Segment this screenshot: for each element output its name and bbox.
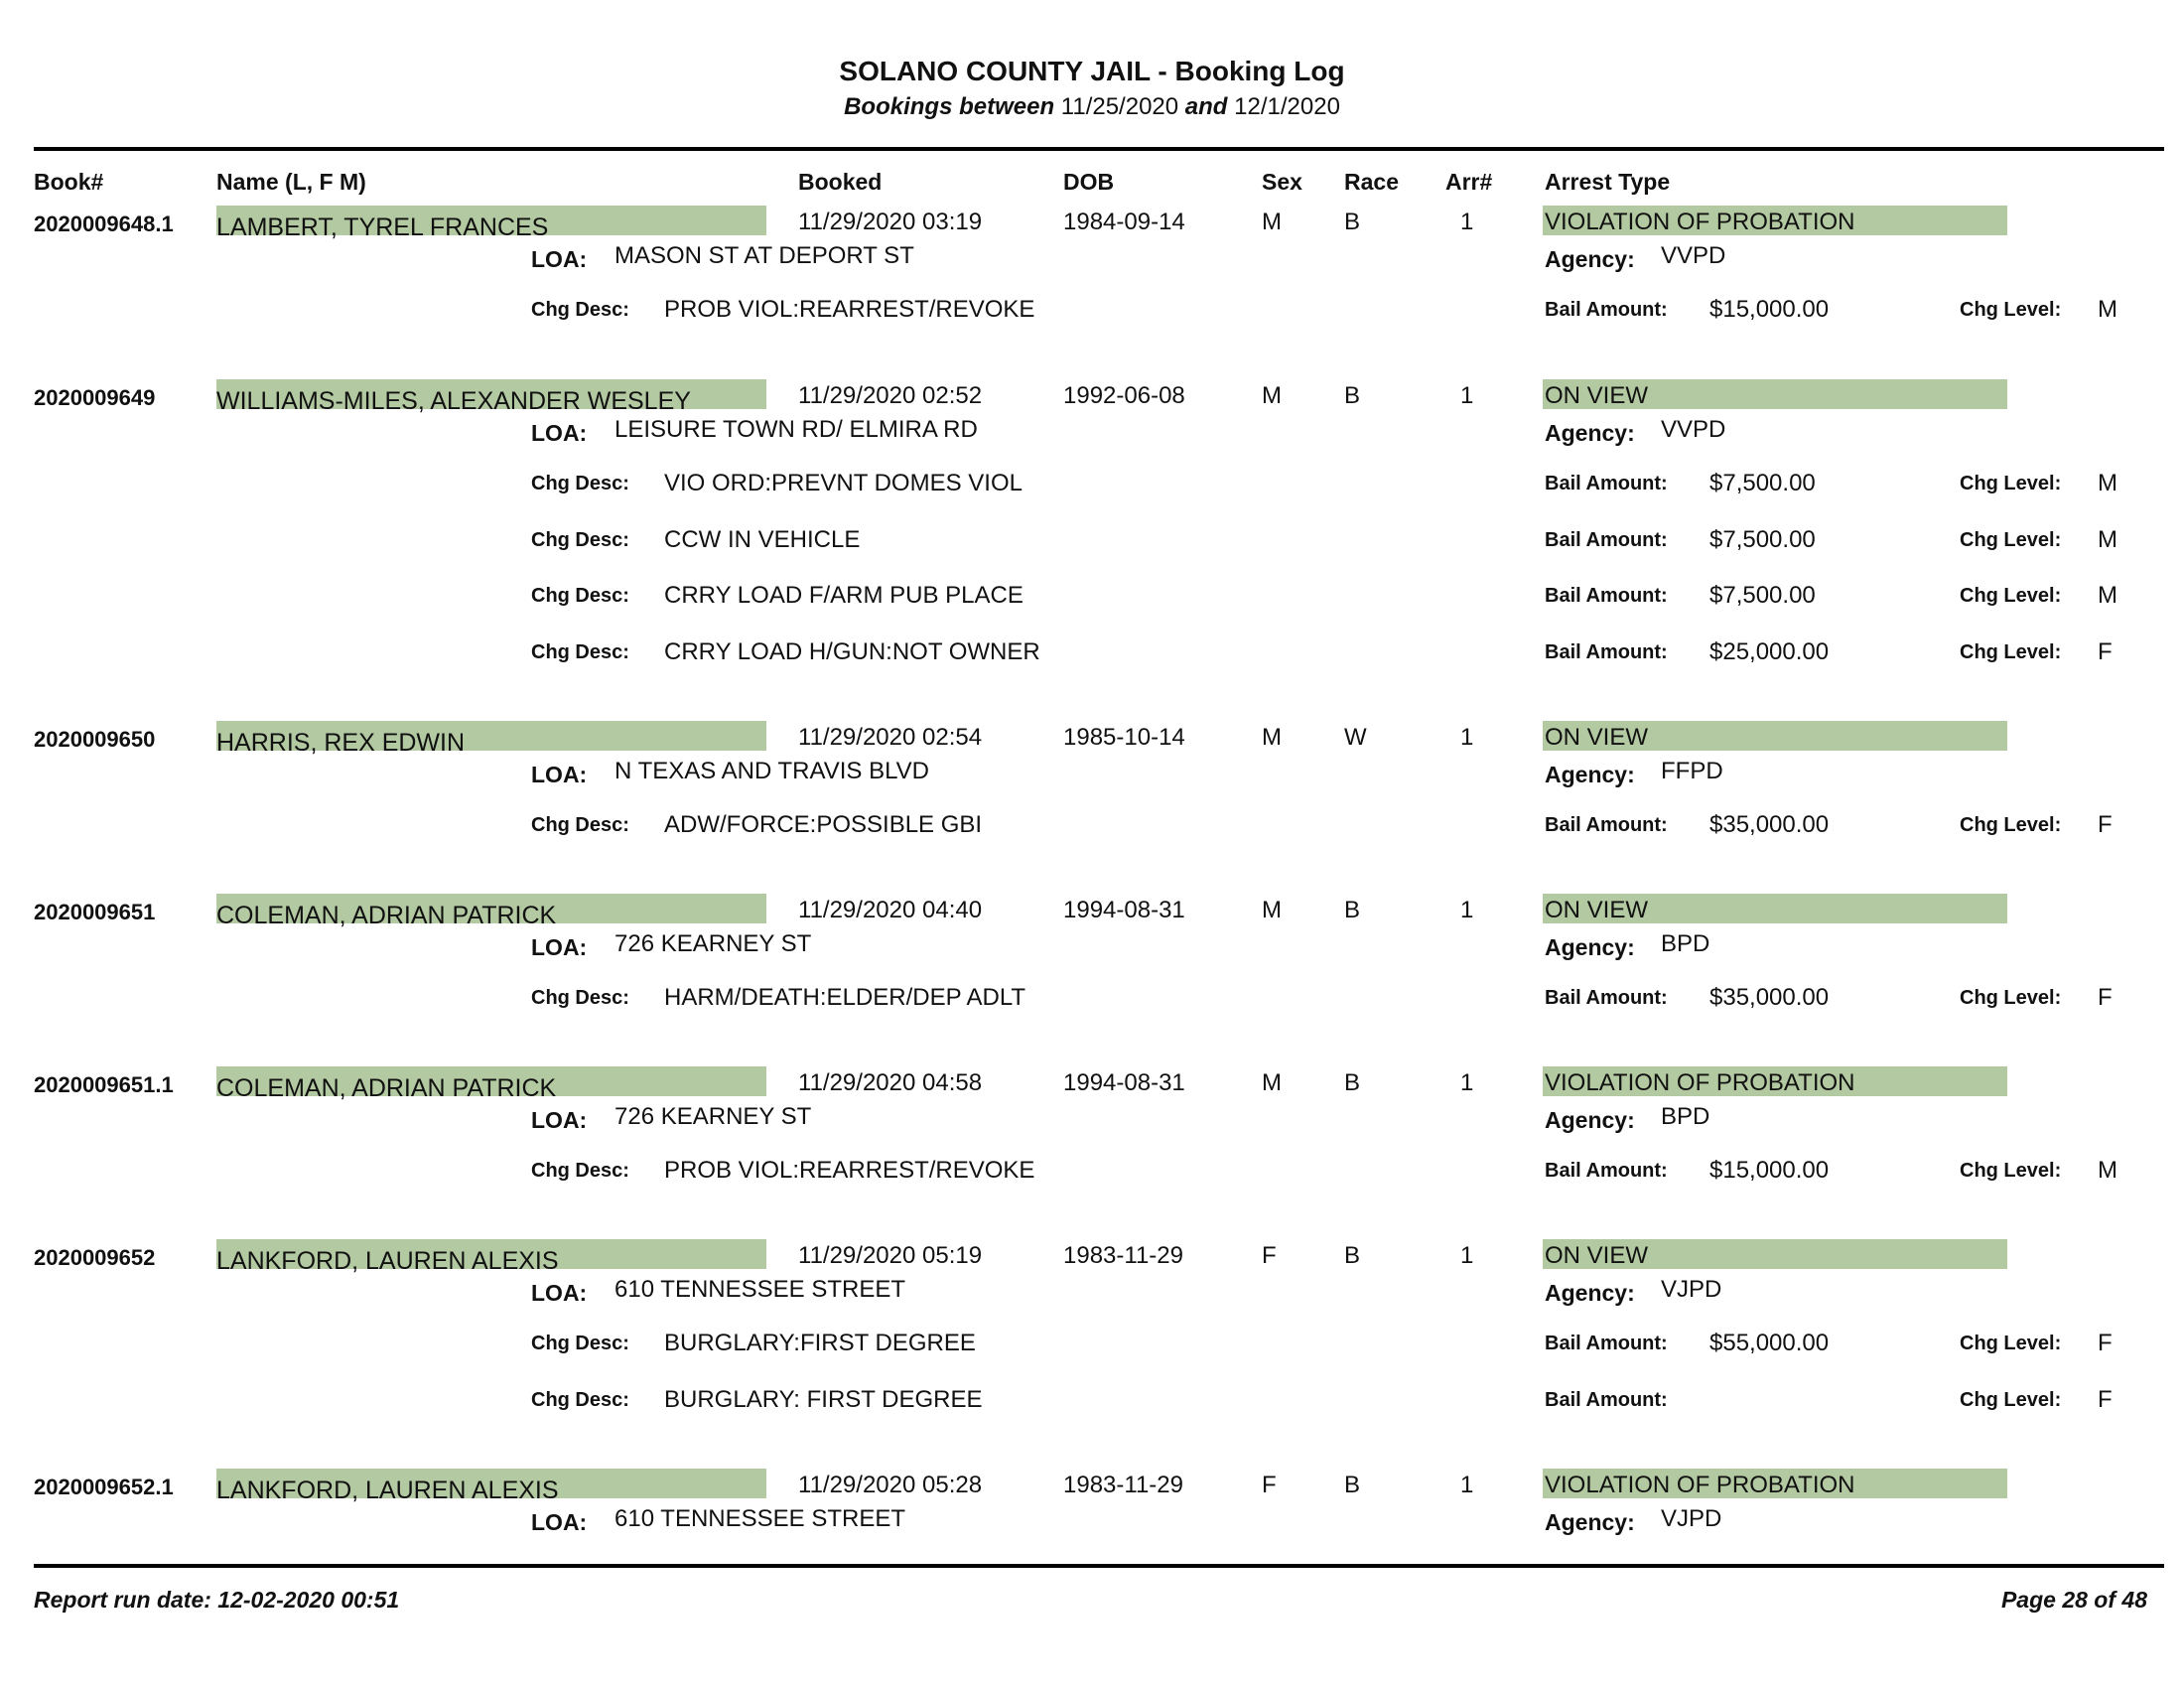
col-book: Book#	[34, 169, 104, 195]
sex: M	[1262, 1069, 1282, 1096]
date-of-birth: 1994-08-31	[1063, 897, 1185, 923]
agency-label: Agency:	[1545, 934, 1635, 960]
arrest-count: 1	[1460, 1242, 1474, 1269]
charge-level: F	[2098, 811, 2113, 838]
col-name: Name (L, F M)	[216, 169, 366, 195]
bail-amount: $7,500.00	[1709, 582, 1816, 609]
booked-datetime: 11/29/2020 04:58	[798, 1069, 983, 1096]
charge-description: ADW/FORCE:POSSIBLE GBI	[664, 811, 983, 838]
arrest-type: ON VIEW	[1545, 724, 1649, 751]
charge-row	[0, 1157, 2184, 1184]
loa-label: LOA:	[531, 1107, 588, 1133]
charge-level: M	[2098, 1157, 2117, 1184]
bail-amount: $35,000.00	[1709, 984, 1830, 1011]
inmate-name: LANKFORD, LAUREN ALEXIS	[216, 1247, 559, 1275]
agency-label: Agency:	[1545, 1280, 1635, 1306]
sex: F	[1262, 1242, 1277, 1269]
booked-datetime: 11/29/2020 02:54	[798, 724, 983, 751]
col-arr: Arr#	[1445, 169, 1493, 195]
booking-record	[0, 1242, 2184, 1413]
inmate-name: COLEMAN, ADRIAN PATRICK	[216, 1074, 557, 1102]
charge-description: VIO ORD:PREVNT DOMES VIOL	[664, 470, 1023, 496]
agency-label: Agency:	[1545, 420, 1635, 446]
arrest-count: 1	[1460, 897, 1474, 923]
charge-description: PROB VIOL:REARREST/REVOKE	[664, 1157, 1035, 1184]
sex: M	[1262, 724, 1282, 751]
bail-amount-label: Bail Amount:	[1545, 1388, 1668, 1411]
date-of-birth: 1994-08-31	[1063, 1069, 1185, 1096]
inmate-name: LANKFORD, LAUREN ALEXIS	[216, 1477, 559, 1504]
loa-label: LOA:	[531, 246, 588, 272]
loa-label: LOA:	[531, 1509, 588, 1535]
subtitle-prefix: Bookings between	[844, 93, 1055, 120]
race: B	[1344, 1472, 1361, 1498]
date-of-birth: 1992-06-08	[1063, 382, 1185, 409]
col-arrest-type: Arrest Type	[1545, 169, 1671, 195]
race: B	[1344, 1069, 1361, 1096]
chg-level-label: Chg Level:	[1960, 1160, 2062, 1182]
sex: M	[1262, 382, 1282, 409]
book-number: 2020009651.1	[34, 1072, 174, 1097]
bail-amount: $25,000.00	[1709, 637, 1830, 665]
race: B	[1344, 1242, 1361, 1269]
charge-row	[0, 984, 2184, 1011]
date-from: 11/25/2020	[1060, 93, 1179, 120]
location-of-arrest: 610 TENNESSEE STREET	[614, 1505, 905, 1532]
col-race: Race	[1344, 169, 1399, 195]
charge-row	[0, 637, 2184, 665]
charge-row	[0, 296, 2184, 323]
chg-desc-label: Chg Desc:	[531, 987, 629, 1009]
charge-row	[0, 525, 2184, 553]
arrest-type: VIOLATION OF PROBATION	[1545, 1472, 1855, 1498]
charge-description: HARM/DEATH:ELDER/DEP ADLT	[664, 984, 1026, 1011]
charge-description: CRRY LOAD H/GUN:NOT OWNER	[664, 637, 1040, 665]
chg-desc-label: Chg Desc:	[531, 640, 629, 663]
report-run-date: Report run date: 12-02-2020 00:51	[34, 1587, 400, 1613]
book-number: 2020009649	[34, 385, 156, 410]
race: B	[1344, 382, 1361, 409]
location-of-arrest: 726 KEARNEY ST	[614, 1103, 812, 1130]
sex: M	[1262, 209, 1282, 235]
chg-desc-label: Chg Desc:	[531, 528, 629, 551]
bail-amount-label: Bail Amount:	[1545, 528, 1668, 551]
bail-amount: $15,000.00	[1709, 1157, 1830, 1184]
header-rule	[34, 147, 2164, 151]
footer-rule	[34, 1564, 2164, 1568]
location-of-arrest: MASON ST AT DEPORT ST	[614, 242, 914, 269]
race: B	[1344, 897, 1361, 923]
loa-label: LOA:	[531, 934, 588, 960]
book-number: 2020009652.1	[34, 1475, 174, 1499]
booking-record	[0, 1472, 2184, 1535]
arrest-count: 1	[1460, 209, 1474, 235]
agency: FFPD	[1661, 758, 1723, 784]
booked-datetime: 11/29/2020 04:40	[798, 897, 983, 923]
chg-level-label: Chg Level:	[1960, 1388, 2062, 1411]
bail-amount-label: Bail Amount:	[1545, 987, 1668, 1009]
subtitle-and: and	[1184, 93, 1228, 120]
arrest-type: VIOLATION OF PROBATION	[1545, 209, 1855, 235]
charge-description: BURGLARY: FIRST DEGREE	[664, 1385, 983, 1413]
charge-level: F	[2098, 1385, 2113, 1413]
inmate-name: WILLIAMS-MILES, ALEXANDER WESLEY	[216, 387, 691, 415]
booked-datetime: 11/29/2020 03:19	[798, 209, 983, 235]
booking-record	[0, 382, 2184, 665]
chg-desc-label: Chg Desc:	[531, 1388, 629, 1411]
col-booked: Booked	[798, 169, 883, 195]
bail-amount-label: Bail Amount:	[1545, 585, 1668, 607]
arrest-count: 1	[1460, 1069, 1474, 1096]
bail-amount-label: Bail Amount:	[1545, 299, 1668, 321]
charge-row	[0, 1385, 2184, 1413]
col-sex: Sex	[1262, 169, 1302, 195]
date-of-birth: 1985-10-14	[1063, 724, 1185, 751]
bail-amount-label: Bail Amount:	[1545, 1333, 1668, 1354]
loa-label: LOA:	[531, 762, 588, 787]
chg-desc-label: Chg Desc:	[531, 1333, 629, 1354]
sex: M	[1262, 897, 1282, 923]
charge-description: BURGLARY:FIRST DEGREE	[664, 1330, 976, 1356]
page-number: Page 28 of 48	[2000, 1587, 2147, 1613]
inmate-name: HARRIS, REX EDWIN	[216, 729, 466, 757]
sex: F	[1262, 1472, 1277, 1498]
agency: VJPD	[1661, 1276, 1722, 1303]
book-number: 2020009648.1	[34, 211, 174, 236]
agency: VVPD	[1661, 416, 1726, 443]
booking-record	[0, 209, 2184, 323]
book-number: 2020009650	[34, 727, 156, 752]
inmate-name: COLEMAN, ADRIAN PATRICK	[216, 902, 557, 929]
charge-description: CRRY LOAD F/ARM PUB PLACE	[664, 582, 1024, 609]
booking-record	[0, 724, 2184, 838]
bail-amount-label: Bail Amount:	[1545, 814, 1668, 836]
chg-desc-label: Chg Desc:	[531, 585, 629, 607]
agency: BPD	[1661, 930, 1710, 957]
date-of-birth: 1983-11-29	[1063, 1242, 1183, 1269]
bail-amount: $15,000.00	[1709, 296, 1830, 323]
charge-row	[0, 582, 2184, 609]
charge-level: M	[2098, 296, 2117, 323]
charge-level: F	[2098, 637, 2113, 665]
agency-label: Agency:	[1545, 1107, 1635, 1133]
agency: VJPD	[1661, 1505, 1722, 1532]
charge-level: F	[2098, 984, 2113, 1011]
charge-level: M	[2098, 470, 2117, 496]
booking-record	[0, 1069, 2184, 1184]
race: W	[1344, 724, 1367, 751]
arrest-type: ON VIEW	[1545, 382, 1649, 409]
book-number: 2020009651	[34, 900, 156, 924]
agency-label: Agency:	[1545, 246, 1635, 272]
arrest-count: 1	[1460, 1472, 1474, 1498]
bail-amount-label: Bail Amount:	[1545, 473, 1668, 494]
chg-level-label: Chg Level:	[1960, 814, 2062, 836]
charge-row	[0, 470, 2184, 496]
booked-datetime: 11/29/2020 05:19	[798, 1242, 983, 1269]
location-of-arrest: N TEXAS AND TRAVIS BLVD	[614, 758, 929, 784]
charge-row	[0, 811, 2184, 838]
book-number: 2020009652	[34, 1245, 156, 1270]
bail-amount-label: Bail Amount:	[1545, 1160, 1668, 1182]
location-of-arrest: 610 TENNESSEE STREET	[614, 1276, 905, 1303]
chg-level-label: Chg Level:	[1960, 1333, 2062, 1354]
col-dob: DOB	[1063, 169, 1115, 195]
bail-amount: $35,000.00	[1709, 811, 1830, 838]
chg-desc-label: Chg Desc:	[531, 299, 629, 321]
date-of-birth: 1984-09-14	[1063, 209, 1185, 235]
agency-label: Agency:	[1545, 762, 1635, 787]
arrest-count: 1	[1460, 724, 1474, 751]
chg-level-label: Chg Level:	[1960, 987, 2062, 1009]
arrest-count: 1	[1460, 382, 1474, 409]
booked-datetime: 11/29/2020 02:52	[798, 382, 983, 409]
race: B	[1344, 209, 1361, 235]
bail-amount-label: Bail Amount:	[1545, 640, 1668, 663]
location-of-arrest: 726 KEARNEY ST	[614, 930, 812, 957]
charge-row	[0, 1330, 2184, 1356]
charge-description: PROB VIOL:REARREST/REVOKE	[664, 296, 1035, 323]
agency-label: Agency:	[1545, 1509, 1635, 1535]
chg-level-label: Chg Level:	[1960, 299, 2062, 321]
chg-level-label: Chg Level:	[1960, 473, 2062, 494]
arrest-type: VIOLATION OF PROBATION	[1545, 1069, 1855, 1096]
bail-amount: $7,500.00	[1709, 525, 1816, 553]
inmate-name: LAMBERT, TYREL FRANCES	[216, 213, 549, 241]
booked-datetime: 11/29/2020 05:28	[798, 1472, 983, 1498]
chg-level-label: Chg Level:	[1960, 585, 2062, 607]
agency: VVPD	[1661, 242, 1726, 269]
charge-level: M	[2098, 525, 2117, 553]
chg-desc-label: Chg Desc:	[531, 1160, 629, 1182]
charge-level: M	[2098, 582, 2117, 609]
charge-description: CCW IN VEHICLE	[664, 525, 861, 553]
loa-label: LOA:	[531, 420, 588, 446]
report-title: SOLANO COUNTY JAIL - Booking Log	[839, 56, 1345, 86]
report-subtitle	[0, 93, 2184, 121]
chg-level-label: Chg Level:	[1960, 640, 2062, 663]
bail-amount: $7,500.00	[1709, 470, 1816, 496]
date-of-birth: 1983-11-29	[1063, 1472, 1183, 1498]
chg-desc-label: Chg Desc:	[531, 814, 629, 836]
arrest-type: ON VIEW	[1545, 897, 1649, 923]
location-of-arrest: LEISURE TOWN RD/ ELMIRA RD	[614, 416, 978, 443]
arrest-type: ON VIEW	[1545, 1242, 1649, 1269]
date-to: 12/1/2020	[1234, 93, 1340, 120]
agency: BPD	[1661, 1103, 1710, 1130]
bail-amount: $55,000.00	[1709, 1330, 1830, 1356]
booking-record	[0, 897, 2184, 1011]
loa-label: LOA:	[531, 1280, 588, 1306]
chg-desc-label: Chg Desc:	[531, 473, 629, 494]
chg-level-label: Chg Level:	[1960, 528, 2062, 551]
charge-level: F	[2098, 1330, 2113, 1356]
